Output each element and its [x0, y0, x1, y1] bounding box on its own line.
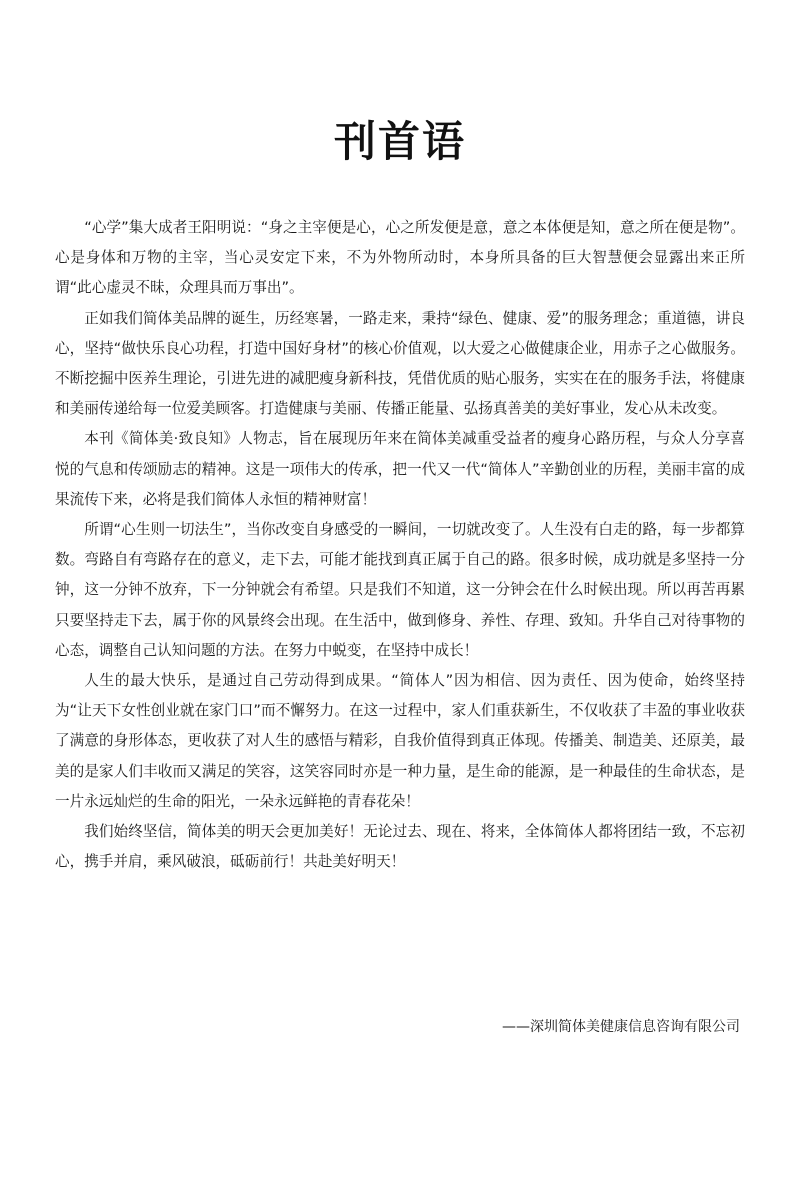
body-text: [55, 213, 745, 877]
paragraph-6: 我们始终坚信，简体美的明天会更加美好！无论过去、现在、将来，全体简体人都将团结一致，不忘初心，携手并肩，乘风破浪，砥砺前行！共赴美好明天！: [55, 823, 745, 871]
page-title: 刊首语: [333, 117, 466, 166]
paragraph-4: 所谓“心生则一切法生”，当你改变自身感受的一瞬间，一切就改变了。人生没有白走的路，每一步都算数。弯路自有弯路存在的意义，走下去，可能才能找到真正属于自己的路。很多时候，成功就是多坚持一分钟，这一分钟不放弃，下一分钟就会有希望。只是我们不知道，这一分钟会在什么时候出现。所以再苦再累只要坚持走下去，属于你的风景终会出现。在生活中，做到修身、养性、存理、致知。升华自己对待事物的心态，调整自己认知问题的方法。在努力中蜕变，在坚持中成长！: [55, 521, 745, 659]
paragraph-5: 人生的最大快乐，是通过自己劳动得到成果。“简体人”因为相信、因为责任、因为使命，始终坚持为“让天下女性创业就在家门口”而不懈努力。在这一过程中，家人们重获新生，不仅收获了丰盈的事业收获了满意的身形体态，更收获了对人生的感悟与精彩，自我价值得到真正体现。传播美、制造美、还原美，最美的是家人们丰收而又满足的笑容，这笑容同时亦是一种力量，是生命的能源，是一种最佳的生命状态，是一片永远灿烂的生命的阳光，一朵永远鲜艳的青春花朵！: [55, 672, 745, 810]
signature: ——深圳简体美健康信息咨询有限公司: [502, 1019, 740, 1035]
paragraph-3: 本刊《简体美·致良知》人物志，旨在展现历年来在简体美减重受益者的瘦身心路历程，与众人分享喜悦的气息和传颂励志的精神。这是一项伟大的传承，把一代又一代“简体人”辛勤创业的历程，美丽丰富的成果流传下来，必将是我们简体人永恒的精神财富！: [55, 430, 745, 508]
paragraph-1: “心学”集大成者王阳明说：“身之主宰便是心，心之所发便是意，意之本体便是知，意之所在便是物”。心是身体和万物的主宰，当心灵安定下来，不为外物所动时，本身所具备的巨大智慧便会显露出来正所谓“此心虚灵不昧，众理具而万事出”。: [55, 219, 745, 297]
paragraph-2: 正如我们简体美品牌的诞生，历经寒暑，一路走来，秉持“绿色、健康、爱”的服务理念；重道德，讲良心，坚持“做快乐良心功程，打造中国好身材”的核心价值观，以大爱之心做健康企业，用赤子之心做服务。不断挖掘中医养生理论，引进先进的减肥瘦身新科技，凭借优质的贴心服务，实实在在的服务手法，将健康和美丽传递给每一位爱美顾客。打造健康与美丽、传播正能量、弘扬真善美的美好事业，发心从未改变。: [55, 309, 745, 418]
